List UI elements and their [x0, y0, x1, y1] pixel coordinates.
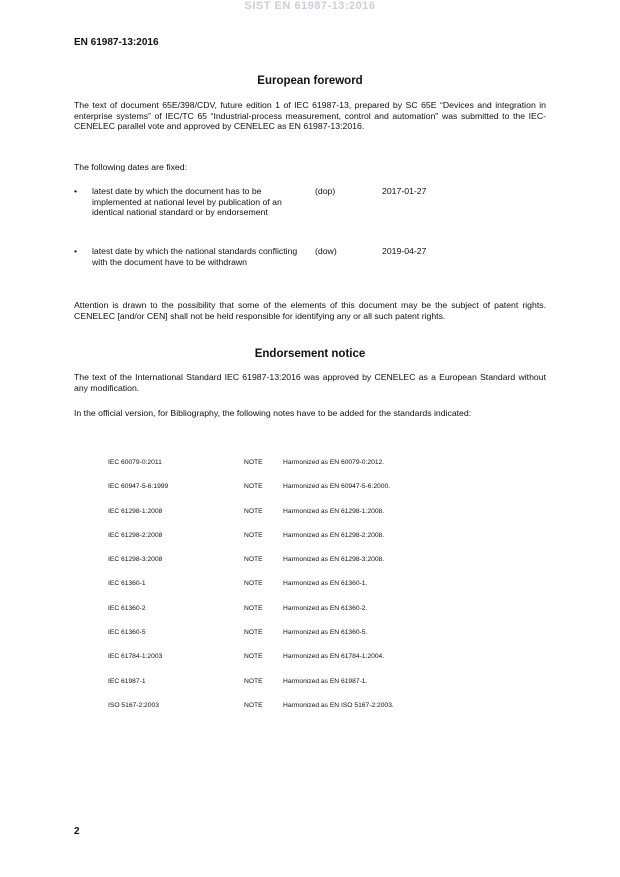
bibliography-notes — [108, 459, 488, 726]
foreword-heading: European foreword — [257, 75, 363, 87]
note-label: NOTE — [244, 507, 263, 515]
note-harmonized-text: Harmonized as EN 60947-5-6:2000. — [283, 483, 391, 491]
note-standard: IEC 61360-1 — [108, 580, 146, 588]
note-label: NOTE — [244, 604, 263, 612]
note-label: NOTE — [244, 677, 263, 685]
endorsement-heading: Endorsement notice — [254, 348, 366, 360]
bullet: • — [74, 186, 78, 196]
note-row — [108, 508, 488, 532]
note-harmonized-text: Harmonized as EN 61987-1. — [283, 677, 368, 685]
note-row — [108, 678, 488, 702]
watermark: SIST EN 61987-13:2016 — [244, 0, 376, 12]
endorsement-paragraph-1: The text of the International Standard IEC 61987-13:2016 was approved by CENELEC as a European Standard without any modification. — [74, 372, 546, 393]
note-label: NOTE — [244, 531, 263, 539]
note-row — [108, 653, 488, 677]
note-harmonized-text: Harmonized as EN 61360-2. — [283, 604, 368, 612]
note-row — [108, 532, 488, 556]
note-standard: IEC 60947-5-6:1999 — [108, 483, 169, 491]
date-abbreviation: (dow) — [315, 246, 337, 256]
note-label: NOTE — [244, 701, 263, 709]
note-row — [108, 483, 488, 507]
note-standard: IEC 61360-2 — [108, 604, 146, 612]
note-harmonized-text: Harmonized as EN 61360-1. — [283, 580, 368, 588]
bullet: • — [74, 246, 78, 256]
note-label: NOTE — [244, 483, 263, 491]
date-value: 2017-01-27 — [382, 186, 427, 196]
page-number: 2 — [74, 826, 80, 837]
note-standard: IEC 60079-0:2011 — [108, 459, 162, 466]
note-standard: IEC 61298-1:2008 — [108, 507, 163, 515]
note-harmonized-text: Harmonized as EN 61298-2:2008. — [283, 531, 385, 539]
note-standard: ISO 5167-2:2003 — [108, 701, 159, 709]
note-harmonized-text: Harmonized as EN 60079-0:2012. — [283, 459, 385, 466]
note-standard: IEC 61298-3:2008 — [108, 556, 163, 564]
note-row — [108, 629, 488, 653]
note-standard: IEC 61784-1:2003 — [108, 653, 163, 661]
foreword-paragraph-2: The following dates are fixed: — [74, 162, 188, 172]
note-label: NOTE — [244, 629, 263, 637]
dates-list — [74, 186, 546, 286]
date-description: latest date by which the document has to be implemented at national level by publication of an identical national standard or by endorsement — [92, 186, 282, 218]
note-harmonized-text: Harmonized as EN 61298-1:2008. — [283, 507, 385, 515]
note-row — [108, 459, 488, 483]
foreword-paragraph-1: The text of document 65E/398/CDV, future edition 1 of IEC 61987-13, prepared by SC 65E “Devices and integration in enterprise systems” of IEC/TC 65 “Industrial-process measurement, control and automation" was submitted to the IEC-CENELEC parallel vote and approved by CENELEC as EN 61987-13:2016. — [74, 100, 546, 132]
note-harmonized-text: Harmonized as EN ISO 5167-2:2003. — [283, 701, 394, 709]
note-standard: IEC 61360-5 — [108, 629, 146, 637]
note-label: NOTE — [244, 556, 263, 564]
note-row — [108, 605, 488, 629]
note-label: NOTE — [244, 653, 263, 661]
date-description: latest date by which the national standards conflicting with the document have to be withdrawn — [92, 246, 298, 267]
patent-rights-paragraph: Attention is drawn to the possibility that some of the elements of this document may be the subject of patent rights. CENELEC [and/or CEN] shall not be held responsible for identifying any or all such patent rights. — [74, 300, 546, 321]
date-value: 2019-04-27 — [382, 246, 427, 256]
date-item-dow — [74, 246, 546, 286]
note-harmonized-text: Harmonized as EN 61784-1:2004. — [283, 653, 385, 661]
date-abbreviation: (dop) — [315, 186, 336, 196]
note-label: NOTE — [244, 580, 263, 588]
note-row — [108, 556, 488, 580]
note-label: NOTE — [244, 459, 263, 466]
note-standard: IEC 61298-2:2008 — [108, 531, 163, 539]
note-harmonized-text: Harmonized as EN 61298-3:2008. — [283, 556, 385, 564]
note-row — [108, 580, 488, 604]
date-item-dop — [74, 186, 546, 246]
endorsement-paragraph-2: In the official version, for Bibliography, the following notes have to be added for the standards indicated: — [74, 408, 472, 418]
note-standard: IEC 61987-1 — [108, 677, 146, 685]
note-harmonized-text: Harmonized as EN 61360-5. — [283, 629, 368, 637]
note-row — [108, 702, 488, 726]
document-id: EN 61987-13:2016 — [74, 37, 159, 48]
